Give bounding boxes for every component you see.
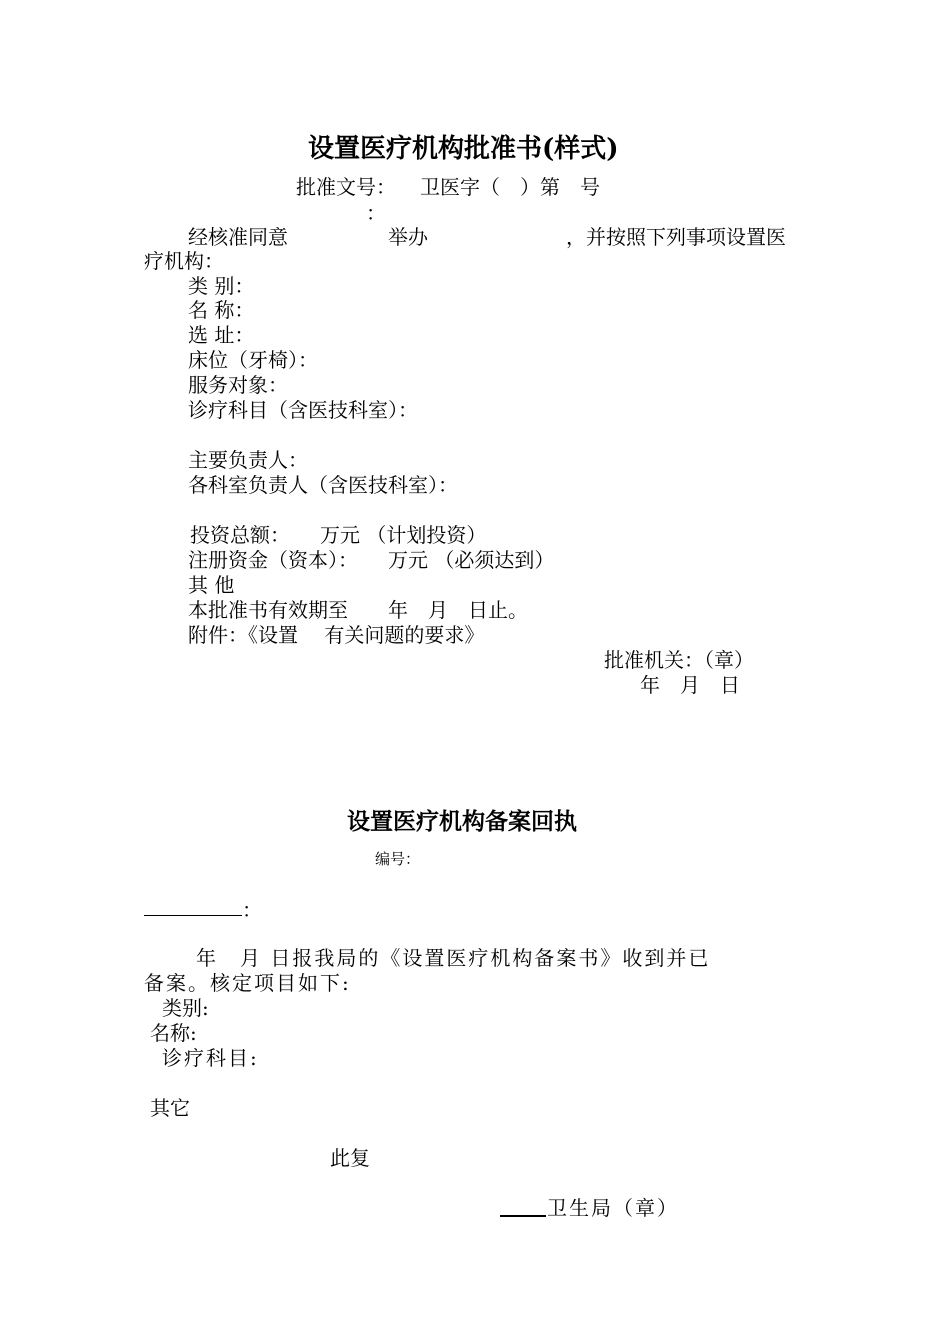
item-validity: 本批准书有效期至 年 月 日止。	[188, 598, 528, 622]
addressee-blank-line	[144, 915, 242, 916]
item-beds: 床位（牙椅）：	[188, 348, 318, 372]
receipt-other: 其它	[150, 1096, 190, 1120]
item-main-person: 主要负责人：	[188, 448, 308, 472]
colon-line: ：	[366, 201, 386, 225]
approval-date: 年 月 日	[640, 673, 740, 697]
intro-text-1: 经核准同意	[188, 225, 288, 249]
receipt-bureau: 卫生局（章）	[547, 1196, 679, 1220]
addressee-colon: ：	[242, 898, 262, 922]
item-category: 类 别：	[188, 274, 255, 298]
item-name: 名 称：	[188, 298, 255, 322]
doc-number-value: 卫医字（ ）第 号	[420, 175, 600, 199]
item-registered-capital: 注册资金（资本）： 万元 （必须达到）	[188, 548, 555, 572]
item-other: 其 他	[188, 573, 235, 597]
receipt-item-departments: 诊疗科目:	[162, 1046, 259, 1070]
item-site: 选 址：	[188, 323, 255, 347]
receipt-body-line1: 年 月 日报我局的《设置医疗机构备案书》收到并已	[196, 946, 711, 970]
item-departments: 诊疗科目（含医技科室）：	[188, 398, 418, 422]
receipt-number-label: 编号：	[375, 850, 421, 868]
intro-text-3: ，并按照下列事项设置医	[566, 225, 786, 249]
receipt-title: 设置医疗机构备案回执	[347, 808, 577, 835]
intro-text-2: 举办	[388, 225, 428, 249]
receipt-reply: 此复	[330, 1146, 370, 1170]
receipt-body-line2: 备案。核定项目如下:	[144, 971, 351, 995]
item-service-target: 服务对象：	[188, 373, 288, 397]
item-investment: 投资总额： 万元 （计划投资）	[190, 523, 487, 547]
approval-authority: 批准机关：（章）	[604, 648, 754, 672]
receipt-item-category: 类别:	[162, 996, 209, 1020]
approval-title: 设置医疗机构批准书(样式)	[308, 134, 619, 164]
item-dept-heads: 各科室负责人（含医技科室）：	[188, 473, 458, 497]
doc-number-label: 批准文号：	[296, 175, 396, 199]
receipt-item-name: 名称:	[150, 1021, 197, 1045]
bureau-blank-line	[500, 1215, 546, 1217]
item-attachment: 附件：《设置 有关问题的要求》	[188, 623, 485, 647]
intro-text-cont: 疗机构：	[144, 249, 224, 273]
